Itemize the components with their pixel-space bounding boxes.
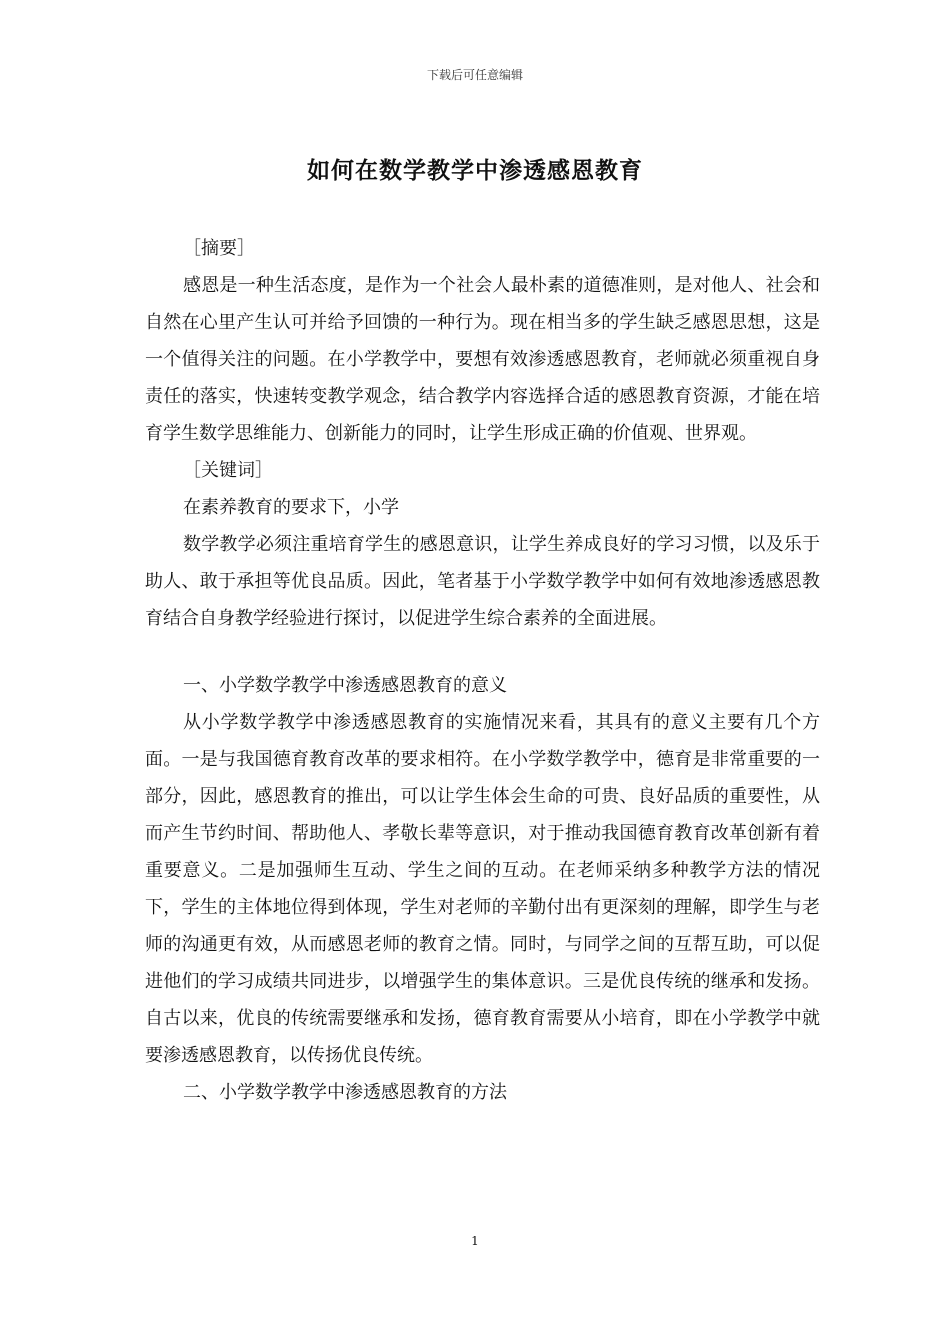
header-note: 下载后可任意编辑 [426,68,523,82]
keywords-label: ［关键词］ [183,460,273,481]
intro-paragraph: 数学教学必须注重培育学生的感恩意识，让学生养成良好的学习习惯，以及乐于助人、敢于承担等优良品质。因此，笔者基于小学数学教学中如何有效地渗透感恩教育结合自身教学经验进行探讨，以促进学生综合素养的全面进展。 [145,534,820,629]
page-number: 1 [471,1234,479,1248]
section1-paragraph: 从小学数学教学中渗透感恩教育的实施情况来看，其具有的意义主要有几个方面。一是与我国德育教育改革的要求相符。在小学数学教学中，德育是非常重要的一部分，因此，感恩教育的推出，可以让学生体会生命的可贵、良好品质的重要性，从而产生节约时间、帮助他人、孝敬长辈等意识，对于推动我国德育教育改革创新有着重要意义。二是加强师生互动、学生之间的互动。在老师采纳多种教学方法的情况下，学生的主体地位得到体现，学生对老师的辛勤付出有更深刻的理解，即学生与老师的沟通更有效，从而感恩老师的教育之情。同时，与同学之间的互帮互助，可以促进他们的学习成绩共同进步，以增强学生的集体意识。三是优良传统的继承和发扬。自古以来，优良的传统需要继承和发扬，德育教育需要从小培育，即在小学教学中就要渗透感恩教育，以传扬优良传统。 [145,712,820,1066]
document-body [145,230,820,1111]
paragraph-spacer [145,637,820,667]
section1-heading: 一、小学数学教学中渗透感恩教育的意义 [183,675,507,696]
abstract-paragraph: 感恩是一种生活态度，是作为一个社会人最朴素的道德准则，是对他人、社会和自然在心里产生认可并给予回馈的一种行为。现在相当多的学生缺乏感恩思想，这是一个值得关注的问题。在小学教学中，要想有效渗透感恩教育，老师就必须重视自身责任的落实，快速转变教学观念，结合教学内容选择合适的感恩教育资源，才能在培育学生数学思维能力、创新能力的同时，让学生形成正确的价值观、世界观。 [145,275,820,444]
keywords-paragraph: 在素养教育的要求下，小学 [183,497,399,518]
document-title: 如何在数学教学中渗透感恩教育 [307,157,643,184]
abstract-label: ［摘要］ [183,238,255,259]
section2-heading: 二、小学数学教学中渗透感恩教育的方法 [183,1082,507,1103]
